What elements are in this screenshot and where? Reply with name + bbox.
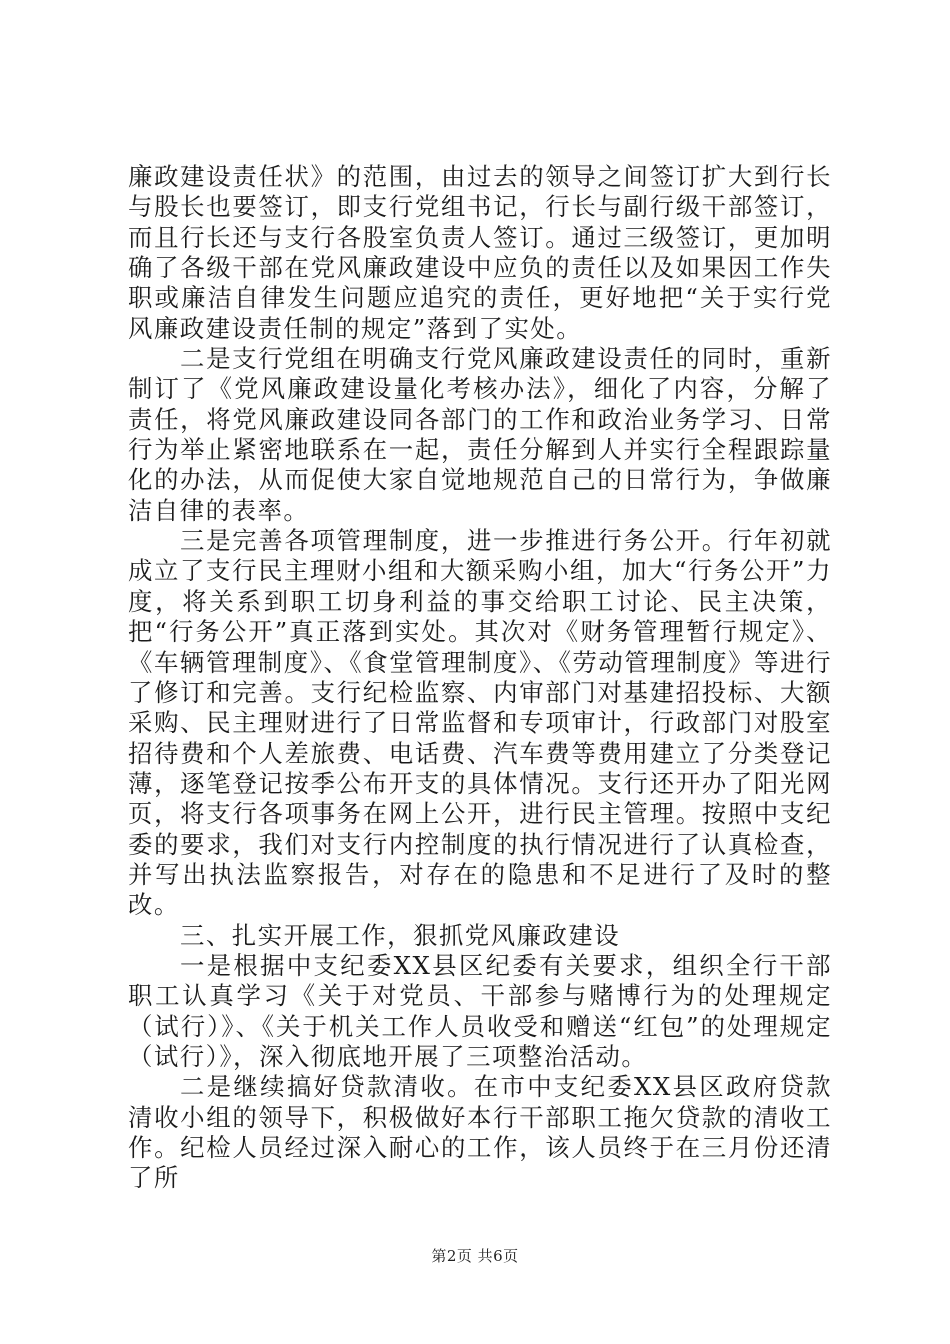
page-number-footer: 第2页 共6页: [431, 1247, 519, 1265]
paragraph-5: 二是继续搞好贷款清收。在市中支纪委XX县区政府贷款清收小组的领导下，积极做好本行干部职工拖欠贷款的清收工作。纪检人员经过深入耐心的工作，该人员终于在三月份还清了所: [128, 1072, 832, 1193]
section-heading: 三、扎实开展工作，狠抓党风廉政建设: [180, 920, 621, 950]
paragraph-4: 一是根据中支纪委XX县区纪委有关要求，组织全行干部职工认真学习《关于对党员、干部参与赌博行为的处理规定（试行）》、《关于机关工作人员收受和赠送“红包”的处理规定（试行）》，深入彻底地开展了三项整治活动。: [128, 950, 832, 1071]
paragraph-3: 三是完善各项管理制度，进一步推进行务公开。行年初就成立了支行民主理财小组和大额采购小组，加大“行务公开”力度，将关系到职工切身利益的事交给职工讨论、民主决策，把“行务公开”真正落到实处。其次对《财务管理暂行规定》、《车辆管理制度》、《食堂管理制度》、《劳动管理制度》等进行了修订和完善。支行纪检监察、内审部门对基建招投标、大额采购、民主理财进行了日常监督和专项审计，行政部门对股室招待费和个人差旅费、电话费、汽车费等费用建立了分类登记薄，逐笔登记按季公布开支的具体情况。支行还开办了阳光网页，将支行各项事务在网上公开，进行民主管理。按照中支纪委的要求，我们对支行内控制度的执行情况进行了认真检查，并写出执法监察报告，对存在的隐患和不足进行了及时的整改。: [128, 526, 832, 920]
body-text: [128, 162, 832, 1194]
paragraph-2: 二是支行党组在明确支行党风廉政建设责任的同时，重新制订了《党风廉政建设量化考核办法》，细化了内容，分解了责任，将党风廉政建设同各部门的工作和政治业务学习、日常行为举止紧密地联系在一起，责任分解到人并实行全程跟踪量化的办法，从而促使大家自觉地规范自己的日常行为，争做廉洁自律的表率。: [128, 344, 832, 525]
paragraph-1: 廉政建设责任状》的范围，由过去的领导之间签订扩大到行长与股长也要签订，即支行党组书记，行长与副行级干部签订，而且行长还与支行各股室负责人签订。通过三级签订，更加明确了各级干部在党风廉政建设中应负的责任以及如果因工作失职或廉洁自律发生问题应追究的责任，更好地把“关于实行党风廉政建设责任制的规定”落到了实处。: [128, 162, 832, 343]
